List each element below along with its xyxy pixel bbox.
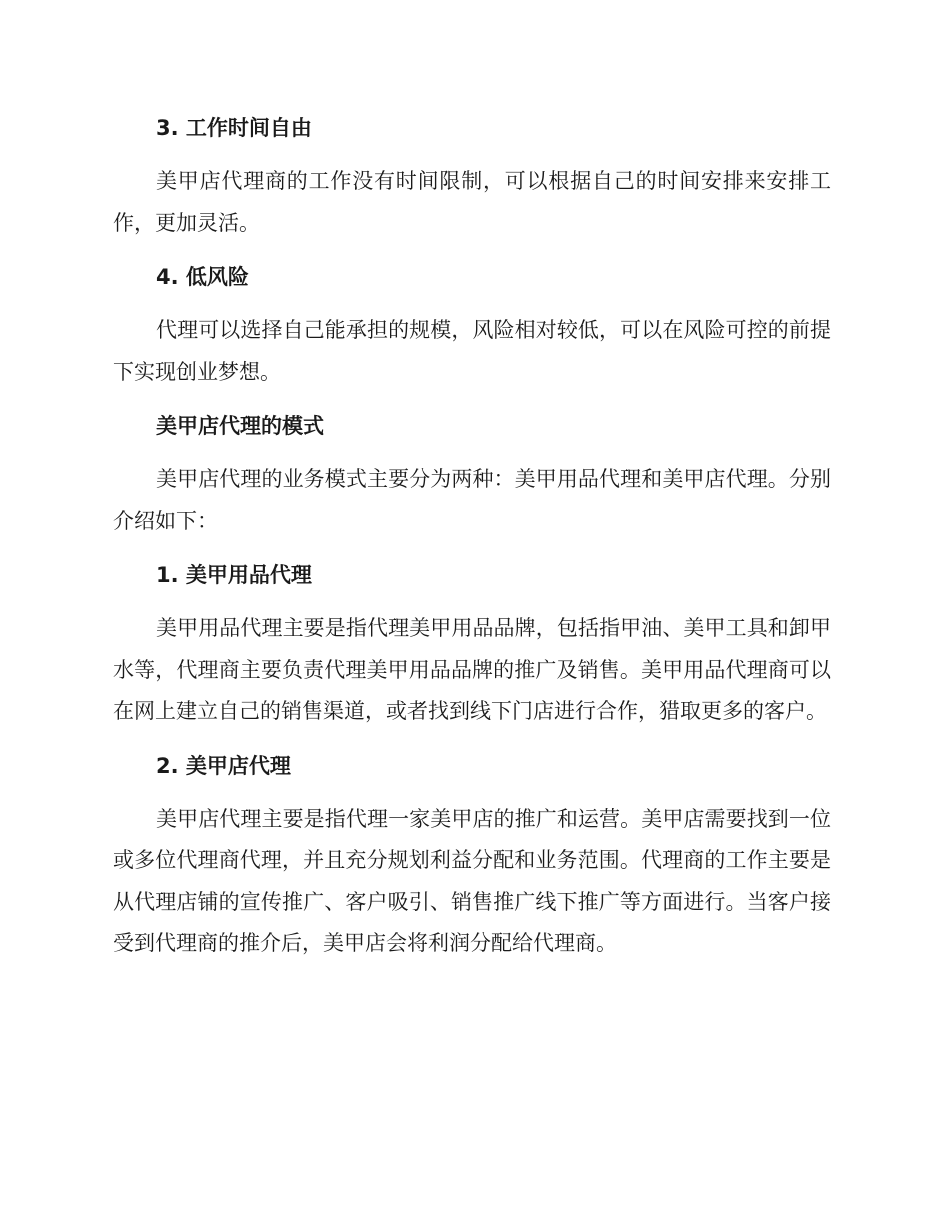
paragraph-store-agency: 美甲店代理主要是指代理一家美甲店的推广和运营。美甲店需要找到一位或多位代理商代理，并且充分规划利益分配和业务范围。代理商的工作主要是从代理店铺的宣传推广、客户吸引、销售推广线下推广等方面进行。当客户接受到代理商的推介后，美甲店会将利润分配给代理商。 <box>113 806 831 955</box>
section-heading-supplies-agency: 1. 美甲用品代理 <box>156 563 312 587</box>
paragraph-agency-modes: 美甲店代理的业务模式主要分为两种：美甲用品代理和美甲店代理。分别介绍如下： <box>113 467 831 533</box>
section-heading-low-risk: 4. 低风险 <box>156 265 249 289</box>
paragraph-supplies-agency: 美甲用品代理主要是指代理美甲用品品牌，包括指甲油、美甲工具和卸甲水等，代理商主要负责代理美甲用品品牌的推广及销售。美甲用品代理商可以在网上建立自己的销售渠道，或者找到线下门店进行合作，猎取更多的客户。 <box>113 616 831 723</box>
section-heading-flexible-time: 3. 工作时间自由 <box>156 116 312 140</box>
document-page <box>113 108 831 978</box>
section-heading-agency-modes: 美甲店代理的模式 <box>156 414 324 438</box>
paragraph-flexible-time: 美甲店代理商的工作没有时间限制，可以根据自己的时间安排来安排工作，更加灵活。 <box>113 169 831 235</box>
section-heading-store-agency: 2. 美甲店代理 <box>156 753 291 778</box>
paragraph-low-risk: 代理可以选择自己能承担的规模，风险相对较低，可以在风险可控的前提下实现创业梦想。 <box>113 318 831 384</box>
